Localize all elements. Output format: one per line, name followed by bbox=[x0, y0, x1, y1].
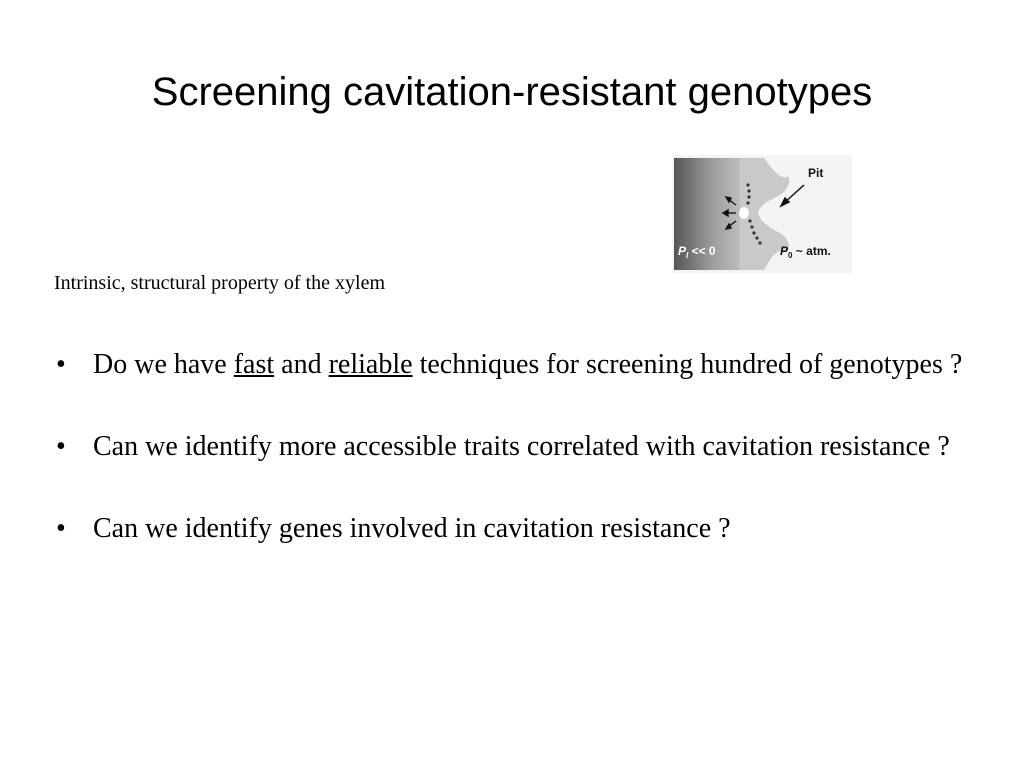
xylem-pressure-label: $P_l << 0$ bbox=[678, 244, 716, 260]
slide-title: Screening cavitation-resistant genotypes bbox=[151, 70, 873, 114]
pit-aperture bbox=[739, 207, 749, 219]
subtitle: Intrinsic, structural property of the xylem bbox=[54, 272, 386, 294]
bullet-icon: • bbox=[56, 513, 66, 544]
underlined-word-reliable: reliable bbox=[328, 349, 413, 380]
atmospheric-pressure-label: $P_0$ ~ atm. bbox=[780, 244, 831, 260]
underlined-word-fast: fast bbox=[233, 349, 275, 380]
bullet-text: and bbox=[274, 349, 329, 380]
bullet-item-traits bbox=[54, 427, 974, 467]
pit-membrane-diagram bbox=[672, 155, 852, 273]
bullet-text: Do we have bbox=[93, 349, 234, 380]
bullet-text: techniques for screening hundred of genotypes ? bbox=[412, 349, 963, 380]
bullet-text: Can we identify genes involved in cavitation resistance ? bbox=[93, 513, 731, 544]
bullet-text: Can we identify more accessible traits correlated with cavitation resistance ? bbox=[93, 431, 950, 462]
bullet-icon: • bbox=[56, 349, 66, 380]
bullet-item-genes bbox=[54, 509, 974, 549]
pit-label: Pit bbox=[808, 166, 824, 180]
bullet-item-techniques bbox=[54, 345, 974, 385]
bullet-list bbox=[54, 345, 974, 591]
bullet-icon: • bbox=[56, 431, 66, 462]
